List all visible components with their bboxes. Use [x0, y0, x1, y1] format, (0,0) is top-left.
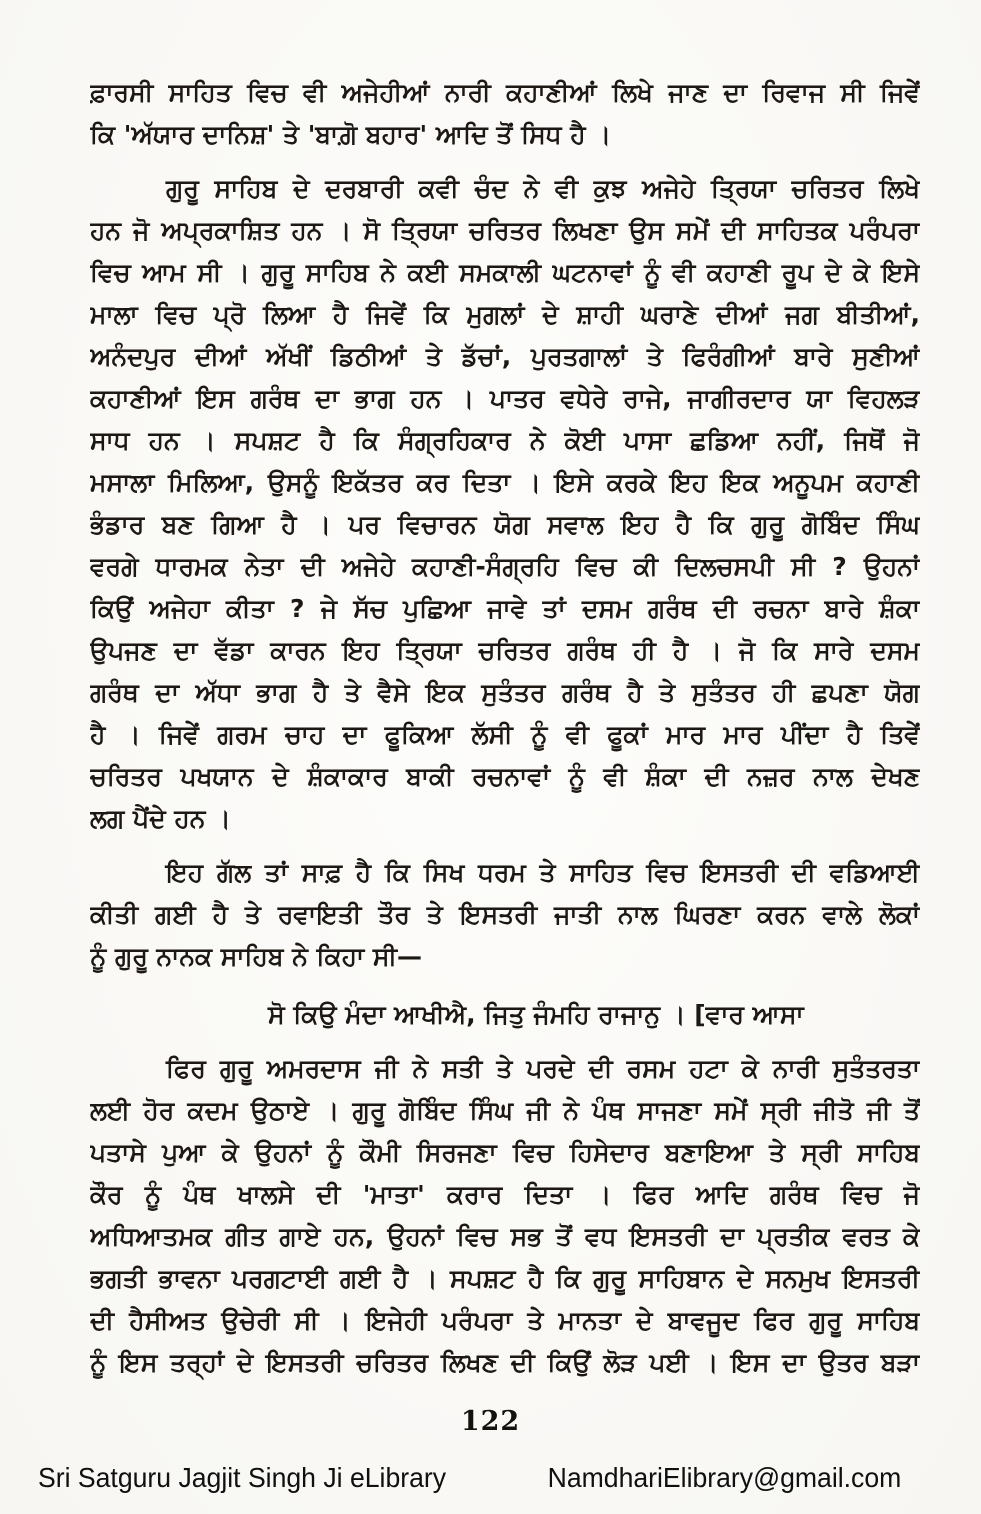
text-line: ਉਪਜਣ ਦਾ ਵੱਡਾ ਕਾਰਨ ਇਹ ਤ੍ਰਿਯਾ ਚਰਿਤਰ ਗਰੰਥ ਹੀ ਹੈ । ਜੋ ਕਿ ਸਾਰੇ ਦਸਮ: [90, 636, 920, 665]
text-line: ਦੀ ਹੈਸੀਅਤ ਉਚੇਰੀ ਸੀ । ਇਜੇਹੀ ਪਰੰਪਰਾ ਤੇ ਮਾਨਤਾ ਦੇ ਬਾਵਜੂਦ ਫਿਰ ਗੁਰੂ ਸਾਹਿਬ: [90, 1306, 920, 1335]
text-line: ਕੌਰ ਨੂੰ ਪੰਥ ਖਾਲਸੇ ਦੀ 'ਮਾਤਾ' ਕਰਾਰ ਦਿਤਾ । ਫਿਰ ਆਦਿ ਗਰੰਥ ਵਿਚ ਜੋ: [90, 1180, 920, 1209]
text-line: ਅਨੰਦਪੁਰ ਦੀਆਂ ਅੱਖੀਂ ਡਿਠੀਆਂ ਤੇ ਡੱਚਾਂ, ਪੁਰਤਗਾਲਾਂ ਤੇ ਫਿਰੰਗੀਆਂ ਬਾਰੇ ਸੁਣੀਆਂ: [90, 342, 920, 371]
text-line: ਕਹਾਣੀਆਂ ਇਸ ਗਰੰਥ ਦਾ ਭਾਗ ਹਨ । ਪਾਤਰ ਵਧੇਰੇ ਰਾਜੇ, ਜਾਗੀਰਦਾਰ ਯਾ ਵਿਹਲੜ: [90, 384, 920, 413]
text-line: ਗਰੰਥ ਦਾ ਅੱਧਾ ਭਾਗ ਹੈ ਤੇ ਵੈਸੇ ਇਕ ਸੁਤੰਤਰ ਗਰੰਥ ਹੈ ਤੇ ਸੁਤੰਤਰ ਹੀ ਛਪਣਾ ਯੋਗ: [90, 678, 920, 707]
text-line: ਫ਼ਾਰਸੀ ਸਾਹਿਤ ਵਿਚ ਵੀ ਅਜੇਹੀਆਂ ਨਾਰੀ ਕਹਾਣੀਆਂ ਲਿਖੇ ਜਾਣ ਦਾ ਰਿਵਾਜ ਸੀ ਜਿਵੇਂ: [90, 78, 920, 107]
text-line: ਕੀਤੀ ਗਈ ਹੈ ਤੇ ਰਵਾਇਤੀ ਤੌਰ ਤੇ ਇਸਤਰੀ ਜਾਤੀ ਨਾਲ ਘਿਰਣਾ ਕਰਨ ਵਾਲੇ ਲੋਕਾਂ: [90, 900, 920, 929]
page-text: [90, 72, 920, 1384]
text-line: ਲਗ ਪੈਂਦੇ ਹਨ ।: [90, 804, 231, 833]
text-line: ਚਰਿਤਰ ਪਖਯਾਨ ਦੇ ਸ਼ੰਕਾਕਾਰ ਬਾਕੀ ਰਚਨਾਵਾਂ ਨੂੰ ਵੀ ਸ਼ੰਕਾ ਦੀ ਨਜ਼ਰ ਨਾਲ ਦੇਖਣ: [90, 762, 920, 791]
text-line: ਨੂੰ ਗੁਰੂ ਨਾਨਕ ਸਾਹਿਬ ਨੇ ਕਿਹਾ ਸੀ—: [90, 942, 423, 971]
paragraph: [90, 72, 920, 156]
paragraph: [90, 852, 920, 978]
text-line: ਭੰਡਾਰ ਬਣ ਗਿਆ ਹੈ । ਪਰ ਵਿਚਾਰਨ ਯੋਗ ਸਵਾਲ ਇਹ ਹੈ ਕਿ ਗੁਰੂ ਗੋਬਿੰਦ ਸਿੰਘ: [90, 510, 920, 539]
text-line: ਹੈ । ਜਿਵੇਂ ਗਰਮ ਚਾਹ ਦਾ ਫੂਕਿਆ ਲੱਸੀ ਨੂੰ ਵੀ ਫੂਕਾਂ ਮਾਰ ਮਾਰ ਪੀਂਦਾ ਹੈ ਤਿਵੇਂ: [90, 720, 920, 749]
paragraph: [90, 168, 920, 840]
text-line: ਭਗਤੀ ਭਾਵਨਾ ਪਰਗਟਾਈ ਗਈ ਹੈ । ਸਪਸ਼ਟ ਹੈ ਕਿ ਗੁਰੂ ਸਾਹਿਬਾਨ ਦੇ ਸਨਮੁਖ ਇਸਤਰੀ: [90, 1264, 920, 1293]
text-line: ਪਤਾਸੇ ਪੁਆ ਕੇ ਉਹਨਾਂ ਨੂੰ ਕੌਮੀ ਸਿਰਜਣਾ ਵਿਚ ਹਿਸੇਦਾਰ ਬਣਾਇਆ ਤੇ ਸ੍ਰੀ ਸਾਹਿਬ: [90, 1138, 920, 1167]
footer-email: NamdhariElibrary@gmail.com: [547, 1462, 901, 1493]
scripture-quote: [90, 994, 920, 1036]
page-number: 122: [460, 1406, 521, 1437]
text-line: ਹਨ ਜੋ ਅਪ੍ਰਕਾਸ਼ਿਤ ਹਨ । ਸੋ ਤ੍ਰਿਯਾ ਚਰਿਤਰ ਲਿਖਣਾ ਉਸ ਸਮੇਂ ਦੀ ਸਾਹਿਤਕ ਪਰੰਪਰਾ: [90, 216, 920, 245]
text-line: ਇਹ ਗੱਲ ਤਾਂ ਸਾਫ਼ ਹੈ ਕਿ ਸਿਖ ਧਰਮ ਤੇ ਸਾਹਿਤ ਵਿਚ ਇਸਤਰੀ ਦੀ ਵਡਿਆਈ: [166, 858, 920, 887]
text-line: ਅਧਿਆਤਮਕ ਗੀਤ ਗਾਏ ਹਨ, ਉਹਨਾਂ ਵਿਚ ਸਭ ਤੋਂ ਵਧ ਇਸਤਰੀ ਦਾ ਪ੍ਰਤੀਕ ਵਰਤ ਕੇ: [90, 1222, 920, 1251]
text-line: ਮਸਾਲਾ ਮਿਲਿਆ, ਉਸਨੂੰ ਇਕੱਤਰ ਕਰ ਦਿਤਾ । ਇਸੇ ਕਰਕੇ ਇਹ ਇਕ ਅਨੂਪਮ ਕਹਾਣੀ: [90, 468, 920, 497]
text-line: ਸਾਧ ਹਨ । ਸਪਸ਼ਟ ਹੈ ਕਿ ਸੰਗ੍ਰਹਿਕਾਰ ਨੇ ਕੋਈ ਪਾਸਾ ਛਡਿਆ ਨਹੀਂ, ਜਿਥੋਂ ਜੋ: [90, 426, 920, 455]
text-line: ਗੁਰੂ ਸਾਹਿਬ ਦੇ ਦਰਬਾਰੀ ਕਵੀ ਚੰਦ ਨੇ ਵੀ ਕੁਝ ਅਜੇਹੇ ਤ੍ਰਿਯਾ ਚਰਿਤਰ ਲਿਖੇ: [166, 174, 920, 203]
text-line: ਫਿਰ ਗੁਰੂ ਅਮਰਦਾਸ ਜੀ ਨੇ ਸਤੀ ਤੇ ਪਰਦੇ ਦੀ ਰਸਮ ਹਟਾ ਕੇ ਨਾਰੀ ਸੁਤੰਤਰਤਾ: [166, 1054, 920, 1083]
text-line: ਕਿਉਂ ਅਜੇਹਾ ਕੀਤਾ ? ਜੇ ਸੱਚ ਪੁਛਿਆ ਜਾਵੇ ਤਾਂ ਦਸਮ ਗਰੰਥ ਦੀ ਰਚਨਾ ਬਾਰੇ ਸ਼ੰਕਾ: [90, 594, 920, 623]
footer-library-name: Sri Satguru Jagjit Singh Ji eLibrary: [38, 1462, 447, 1493]
text-line: ਲਈ ਹੋਰ ਕਦਮ ਉਠਾਏ । ਗੁਰੂ ਗੋਬਿੰਦ ਸਿੰਘ ਜੀ ਨੇ ਪੰਥ ਸਾਜਣਾ ਸਮੇਂ ਸ੍ਰੀ ਜੀਤੋ ਜੀ ਤੋਂ: [90, 1096, 920, 1125]
text-line: ਵਿਚ ਆਮ ਸੀ । ਗੁਰੂ ਸਾਹਿਬ ਨੇ ਕਈ ਸਮਕਾਲੀ ਘਟਨਾਵਾਂ ਨੂੰ ਵੀ ਕਹਾਣੀ ਰੂਪ ਦੇ ਕੇ ਇਸੇ: [90, 258, 920, 287]
text-line: ਕਿ 'ਅੱਯਾਰ ਦਾਨਿਸ਼' ਤੇ 'ਬਾਗ਼ੋ ਬਹਾਰ' ਆਦਿ ਤੋਂ ਸਿਧ ਹੈ ।: [90, 120, 612, 149]
text-line: ਸੋ ਕਿਉ ਮੰਦਾ ਆਖੀਐ, ਜਿਤੁ ਜੰਮਹਿ ਰਾਜਾਨੁ । [ਵਾਰ ਆਸਾ: [268, 1000, 804, 1029]
paragraph: [90, 1048, 920, 1384]
text-line: ਮਾਲਾ ਵਿਚ ਪ੍ਰੋ ਲਿਆ ਹੈ ਜਿਵੇਂ ਕਿ ਮੁਗਲਾਂ ਦੇ ਸ਼ਾਹੀ ਘਰਾਣੇ ਦੀਆਂ ਜਗ ਬੀਤੀਆਂ,: [90, 300, 920, 329]
text-line: ਨੂੰ ਇਸ ਤਰ੍ਹਾਂ ਦੇ ਇਸਤਰੀ ਚਰਿਤਰ ਲਿਖਣ ਦੀ ਕਿਉਂ ਲੋੜ ਪਈ । ਇਸ ਦਾ ਉਤਰ ਬੜਾ: [90, 1348, 920, 1377]
text-line: ਵਰਗੇ ਧਾਰਮਕ ਨੇਤਾ ਦੀ ਅਜੇਹੇ ਕਹਾਣੀ-ਸੰਗ੍ਰਹਿ ਵਿਚ ਕੀ ਦਿਲਚਸਪੀ ਸੀ ? ਉਹਨਾਂ: [90, 552, 920, 581]
